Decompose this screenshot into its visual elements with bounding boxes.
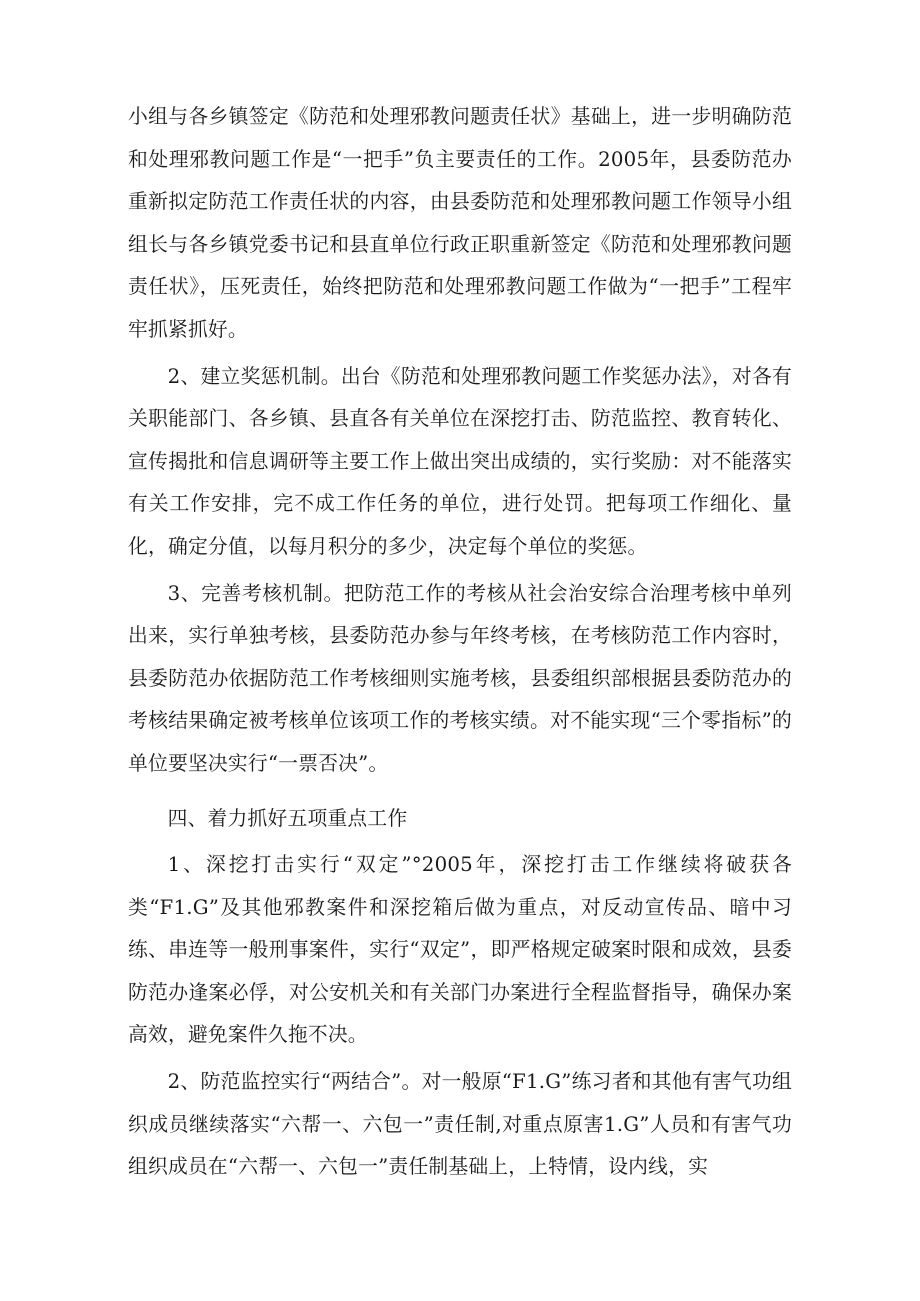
paragraph-strike-double-fix: 1、深挖打击实行“双定”°2005年，深挖打击工作继续将破获各类“F1.G”及其他邪教案件和深挖箱后做为重点，对反动宣传品、暗中习练、串连等一般刑事案件，实行“双定”，即严格规定破案时限和成效，县委防范办逢案必俘，对公安机关和有关部门办案进行全程监督指导，确保办案高效，避免案件久拖不决。 xyxy=(128,853,792,1047)
paragraph-reward-punishment: 2、建立奖惩机制。出台《防范和处理邪教问题工作奖惩办法》，对各有关职能部门、各乡镇、县直各有关单位在深挖打击、防范监控、教育转化、宣传揭批和信息调研等主要工作上做出突出成绩的，实行奖励：对不能落实有关工作安排，完不成工作任务的单位，进行处罚。把每项工作细化、量化，确定分值，以每月积分的多少，决定每个单位的奖惩。 xyxy=(128,364,792,558)
section-heading-five-key-tasks: 四、着力抓好五项重点工作 xyxy=(167,806,408,830)
paragraph-assessment: 3、完善考核机制。把防范工作的考核从社会治安综合治理考核中单列出来，实行单独考核，县委防范办参与年终考核，在考核防范工作内容时，县委防范办依据防范工作考核细则实施考核，县委组织部根据县委防范办的考核结果确定被考核单位该项工作的考核实绩。对不能实现“三个零指标”的单位要坚决实行“一票否决”。 xyxy=(128,581,792,775)
paragraph-responsibility-continued: 小组与各乡镇签定《防范和处理邪教问题责任状》基础上，进一步明确防范和处理邪教问题工作是“一把手”负主要责任的工作。2005年，县委防范办重新拟定防范工作责任状的内容，由县委防范和处理邪教问题工作领导小组组长与各乡镇党委书记和县直单位行政正职重新签定《防范和处理邪教问题责任状》，压死责任，始终把防范和处理邪教问题工作做为“一把手”工程牢牢抓紧抓好。 xyxy=(128,105,792,341)
paragraph-monitoring-two-combinations: 2、防范监控实行“两结合”。对一般原“F1.G”练习者和其他有害气功组织成员继续落实“六帮一、六包一”责任制,对重点原害1.G”人员和有害气功组织成员在“六帮一、六包一”责任制基础上，上特情，设内线，实 xyxy=(128,1070,792,1179)
body-text xyxy=(128,96,792,1189)
